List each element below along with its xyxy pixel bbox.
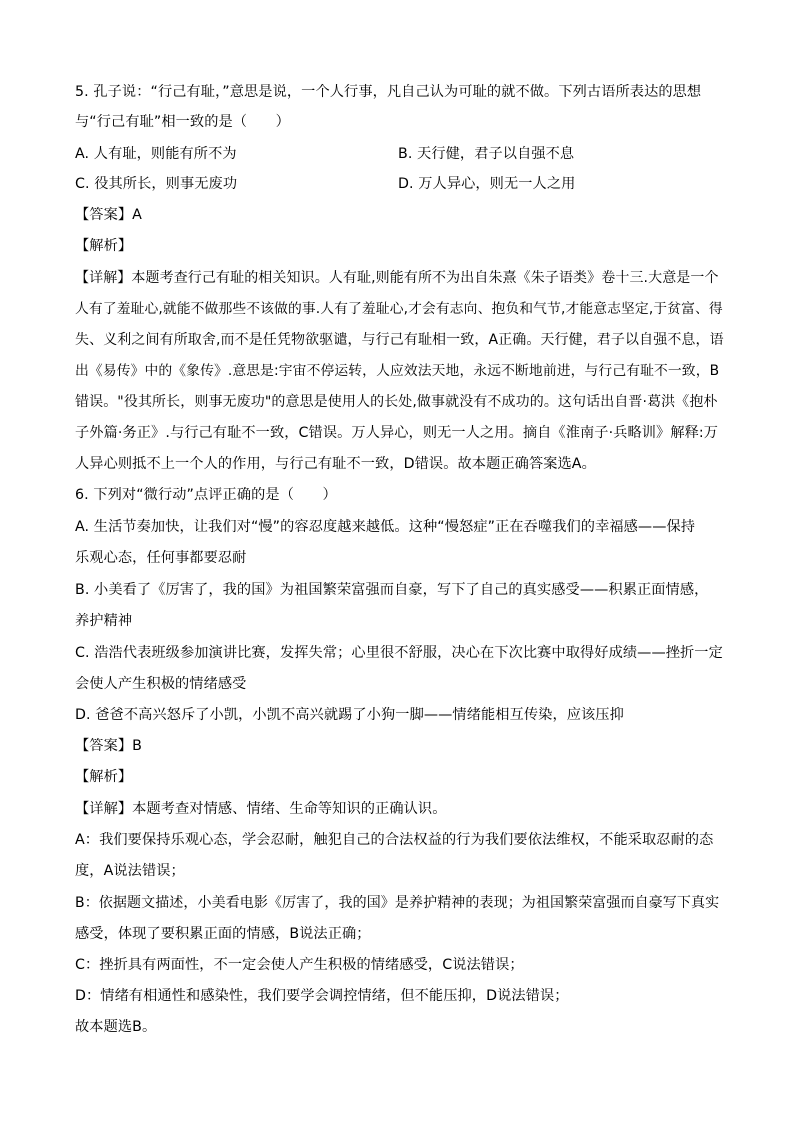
q5-analysis-label: 【解析】 (75, 238, 133, 254)
q5-option-a: A. 人有耻，则能有所不为 (75, 146, 237, 162)
q5-stem-line-1: 5. 孔子说：“行己有耻，”意思是说，一个人行事，凡自己认为可耻的就不做。下列古语所表达的思想 (75, 84, 702, 100)
q5-option-d: D. 万人异心，则无一人之用 (398, 176, 576, 192)
q6-option-d: D. 爸爸不高兴怒斥了小凯，小凯不高兴就踢了小狗一脚——情绪能相互传染，应该压抑 (75, 707, 624, 723)
q6-option-a-line-2: 乐观心态，任何事都要忍耐 (75, 550, 247, 566)
q6-answer: 【答案】B (75, 738, 142, 754)
q6-detail-line: 【详解】本题考查对情感、情绪、生命等知识的正确认识。 (75, 801, 447, 817)
q5-detail-line: 出《易传》中的《象传》.意思是:宇宙不停运转，人应效法天地，永远不断地前进，与行己有耻不一致，B (75, 363, 720, 379)
q5-detail-line: 【详解】本题考查行己有耻的相关知识。人有耻,则能有所不为出自朱熹《朱子语类》卷十三.大意是一个 (75, 270, 719, 286)
q6-detail-line: A：我们要保持乐观心态，学会忍耐，触犯自己的合法权益的行为我们要依法维权，不能采取忍耐的态 (75, 832, 714, 848)
q5-option-c: C. 役其所长，则事无废功 (75, 176, 238, 192)
q6-detail-line: 度，A说法错误； (75, 863, 185, 879)
q5-answer: 【答案】A (75, 207, 142, 223)
q5-detail-line: 失、义利之间有所取舍,而不是任凭物欲驱谴，与行己有耻相一致，A正确。天行健，君子以自强不息，语 (75, 332, 724, 348)
q6-option-c-line-1: C. 浩浩代表班级参加演讲比赛，发挥失常；心里很不舒服，决心在下次比赛中取得好成绩——挫折一定 (75, 645, 723, 661)
q6-option-a-line-1: A. 生活节奏加快，让我们对“慢”的容忍度越来越低。这种“慢怒症”正在吞噬我们的幸福感——保持 (75, 519, 696, 535)
q6-option-b-line-1: B. 小美看了《厉害了，我的国》为祖国繁荣富强而自豪，写下了自己的真实感受——积累正面情感， (75, 582, 709, 598)
q5-detail-line: 人有了羞耻心,就能不做那些不该做的事.人有了羞耻心,才会有志向、抱负和气节,才能意志坚定,于贫富、得 (75, 301, 723, 317)
q6-detail-line: C：挫折具有两面性，不一定会使人产生积极的情绪感受，C说法错误； (75, 957, 524, 973)
q6-stem: 6. 下列对“微行动”点评正确的是（ ） (75, 487, 337, 503)
q6-analysis-label: 【解析】 (75, 769, 133, 785)
q5-stem-line-2: 与“行己有耻”相一致的是（ ） (75, 114, 290, 130)
q5-detail-line: 错误。"役其所长，则事无废功"的意思是使用人的长处,做事就没有不成功的。这句话出自晋·葛洪《抱朴 (75, 394, 718, 410)
q6-detail-line: D：情绪有相通性和感染性，我们要学会调控情绪，但不能压抑，D说法错误； (75, 988, 569, 1004)
q5-detail-line: 人异心则抵不上一个人的作用，与行己有耻不一致，D错误。故本题正确答案选A。 (75, 456, 596, 472)
q5-detail-line: 子外篇·务正》.与行己有耻不一致，C错误。万人异心，则无一人之用。摘自《淮南子·兵略训》解释:万 (75, 425, 719, 441)
q5-option-b: B. 天行健，君子以自强不息 (398, 146, 575, 162)
q6-detail-line: 感受，体现了要积累正面的情感，B说法正确； (75, 926, 371, 942)
q6-detail-line: B：依据题文描述，小美看电影《厉害了，我的国》是养护精神的表现；为祖国繁荣富强而自豪写下真实 (75, 895, 720, 911)
q6-detail-line: 故本题选B。 (75, 1019, 157, 1035)
q6-option-b-line-2: 养护精神 (75, 613, 133, 629)
q6-option-c-line-2: 会使人产生积极的情绪感受 (75, 676, 247, 692)
